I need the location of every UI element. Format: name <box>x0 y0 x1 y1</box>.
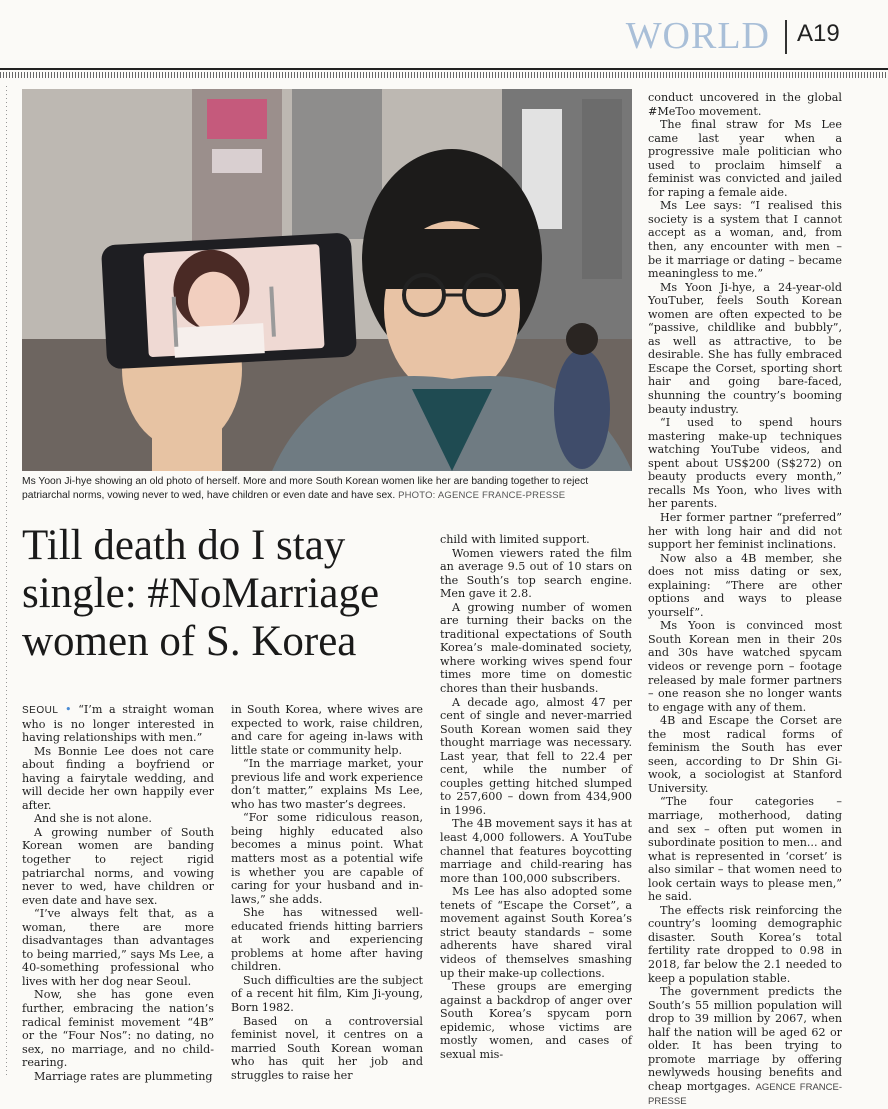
paragraph: conduct uncovered in the global #MeToo movement. <box>648 91 842 118</box>
header-separator <box>785 20 787 54</box>
page-number: A19 <box>797 20 840 47</box>
paragraph: Ms Lee has also adopted some tenets of “Escape the Corset”, a movement against South Korea’s strict beauty standards – some adherents have shared viral videos of themselves smashing up their make-up collections. <box>440 885 632 980</box>
article-column-1 <box>22 703 214 1083</box>
paragraph: Her former partner “preferred” her with long hair and did not support her feminist inclinations. <box>648 510 842 552</box>
paragraph: Such difficulties are the subject of a recent hit film, Kim Ji-young, Born 1982. <box>231 973 423 1015</box>
paragraph: Ms Bonnie Lee does not care about finding a boyfriend or having a fairytale wedding, and will decide her own happily ever after. <box>22 744 214 812</box>
paragraph: A decade ago, almost 47 per cent of single and never-married South Korean women said they thought marriage was necessary. Last year, that fell to 22.4 per cent, while the number of couples getting hitched slumped to 257,600 – down from 434,900 in 1996. <box>440 695 632 817</box>
paragraph: “The four categories – marriage, motherhood, dating and sex – often put women in subordinate position to men... and what is represented in ‘corset’ is also similar – that women need to look certain ways to please men,” he said. <box>648 795 842 904</box>
paragraph: Marriage rates are plummeting <box>34 1069 213 1083</box>
paragraph: The 4B movement says it has at least 4,000 followers. A YouTube channel that features boycotting marriage and child-rearing has more than 100,000 subscribers. <box>440 817 632 885</box>
paragraph: These groups are emerging against a backdrop of anger over South Korea’s spycam porn epidemic, whose victims are mostly women, and cases of sexual mis- <box>440 980 632 1061</box>
header-hatch-rule <box>0 72 888 78</box>
paragraph: 4B and Escape the Corset are the most radical forms of feminism the South has ever seen, according to Dr Shin Gi-wook, a sociologist at Stanford University. <box>648 714 842 795</box>
paragraph: She has witnessed well-educated friends hitting barriers at work and experiencing problems at home after having children. <box>231 906 423 974</box>
headline: Till death do I stay single: #NoMarriage women of S. Korea <box>22 522 380 665</box>
paragraph: Now, she has gone even further, embracing the nation’s radical feminist movement “4B” or the “Four Nos”: no dating, no sex, no marriage, and no child-rearing. <box>22 988 214 1070</box>
page-header <box>0 0 888 66</box>
article-column-3 <box>440 533 632 1061</box>
dateline: SEOUL <box>22 705 59 716</box>
paragraph: Ms Lee says: “I realised this society is a system that I cannot accept as a woman, and, from then, any encounter with men – be it marriage or dating – became meaningless to me.” <box>648 199 842 281</box>
photo-illustration <box>22 89 632 471</box>
paragraph: Ms Yoon Ji-hye, a 24-year-old YouTuber, feels South Korean women are often expected to be “passive, childlike and bubbly”, as well as attractive, to be desirable. She has fully embraced Escape the Corset, sporting short hair and going bare-faced, shunning the country’s booming beauty industry. <box>648 280 842 416</box>
article-column-2 <box>231 703 423 1082</box>
paragraph: “For some ridiculous reason, being highly educated also becomes a minus point. What matters most as a potential wife is whether you are capable of caring for your husband and in-laws,” she adds. <box>231 811 423 906</box>
paragraph: A growing number of South Korean women are banding together to reject rigid patriarchal norms, and vowing never to wed, have children or even date and have sex. <box>22 825 214 907</box>
paragraph: A growing number of women are turning their backs on the traditional expectations of South Korea’s male-dominated society, where working wives spend four times more time on domestic chores than their husbands. <box>440 600 632 696</box>
paragraph: And she is not alone. <box>34 812 152 826</box>
article-column-4 <box>648 91 842 1109</box>
paragraph: Women viewers rated the film an average 9.5 out of 10 stars on the South’s top search engine. Men gave it 2.8. <box>440 546 632 601</box>
paragraph: in South Korea, where wives are expected to work, raise children, and care for ageing in-laws with little state or community help. <box>231 703 423 757</box>
photo-caption <box>22 475 634 503</box>
article-photo <box>22 89 632 471</box>
section-name: WORLD <box>625 15 770 57</box>
caption-text: Ms Yoon Ji-hye showing an old photo of herself. More and more South Korean women like her are banding together to reject patriarchal norms, vowing never to wed, have children or even date and have sex. <box>22 476 589 501</box>
paragraph: The government predicts the South’s 55 million population will drop to 39 million by 2067, when half the nation will be aged 62 or older. It has been trying to promote marriage by offering newlyweds housing benefits and cheap mortgages. AGENCE FRANCE-PRESSE <box>648 985 842 1108</box>
paragraph: Now also a 4B member, she does not miss dating or sex, explaining: “There are other options and ways to please yourself”. <box>648 551 842 619</box>
paragraph: “I used to spend hours mastering make-up techniques watching YouTube videos, and spent about US$200 (S$272) on beauty products every month,” recalls Ms Yoon, who lives with her parents. <box>648 416 842 511</box>
paragraph: The effects risk reinforcing the country’s looming demographic disaster. South Korea’s total fertility rate dropped to 0.98 in 2018, far below the 2.1 needed to keep a population stable. <box>648 903 842 985</box>
paragraph: Ms Yoon is convinced most South Korean men in their 20s and 30s have watched spycam videos or revenge porn – footage released by male former partners – one reason she no longer wants to engage with any of them. <box>648 619 842 714</box>
paragraph: The final straw for Ms Lee came last year when a progressive male politician who used to proclaim himself a feminist was convicted and jailed for raping a female aide. <box>648 118 842 199</box>
photo-credit: PHOTO: AGENCE FRANCE-PRESSE <box>398 490 566 501</box>
paragraph: “In the marriage market, your previous life and work experience don’t matter,” explains Ms Lee, who has two master’s degrees. <box>231 757 423 811</box>
paragraph: “I’ve always felt that, as a woman, there are more disadvantages than advantages to being married,” says Ms Lee, a 40-something professional who lives with her dog near Seoul. <box>22 907 214 988</box>
article-credit: AGENCE FRANCE-PRESSE <box>648 1081 842 1108</box>
paragraph: SEOUL • “I’m a straight woman who is no longer interested in having relationships with men.” <box>22 703 214 745</box>
paragraph: Based on a controversial feminist novel, it centres on a married South Korean woman who has quit her job and struggles to raise her <box>231 1014 423 1082</box>
paragraph: child with limited support. <box>440 533 590 546</box>
bullet-icon: • <box>65 703 72 716</box>
margin-dots <box>6 86 7 1076</box>
header-rule <box>0 68 888 70</box>
